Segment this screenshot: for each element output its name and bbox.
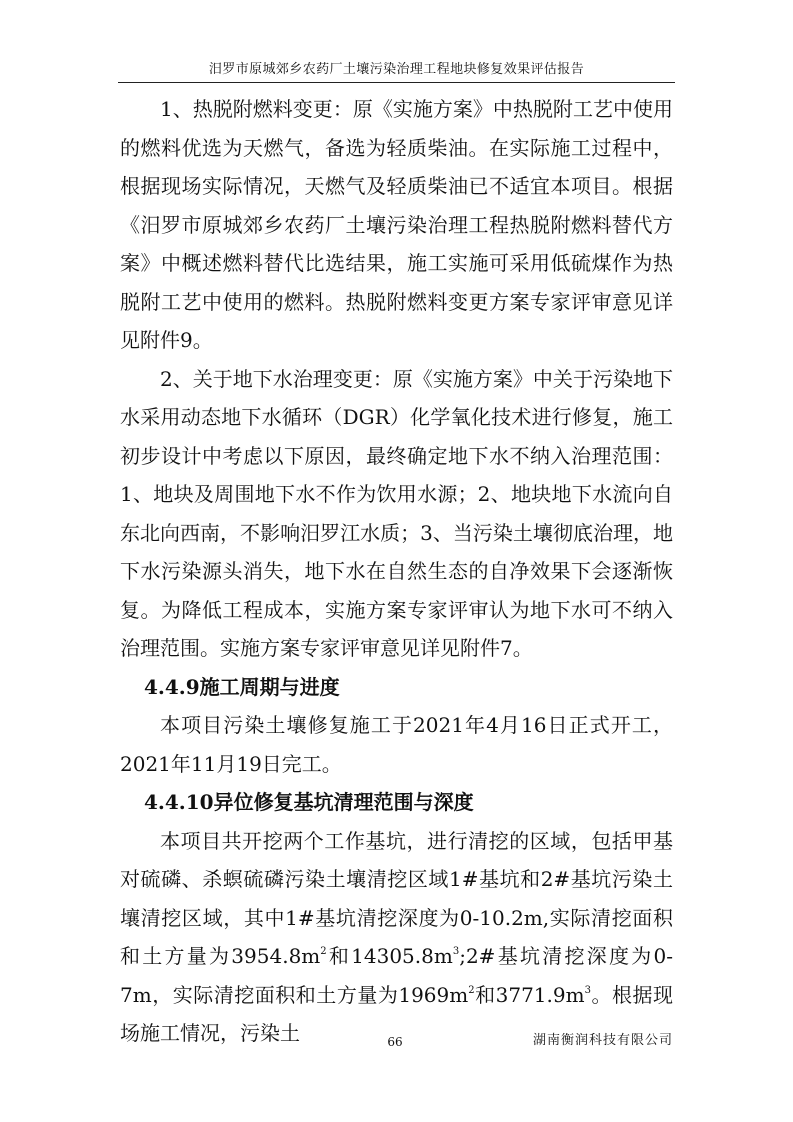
paragraph-schedule: 本项目污染土壤修复施工于2021年4月16日正式开工，2021年11月19日完工。 [120, 713, 673, 776]
superscript-volume: 3 [452, 946, 460, 957]
footer-company-name: 湖南衡润科技有限公司 [532, 1033, 673, 1048]
superscript-area: 2 [320, 946, 327, 957]
paragraph-excavation [120, 822, 673, 1053]
excavation-text-part1: 本项目共开挖两个工作基坑，进行清挖的区域，包括甲基对硫磷、杀螟硫磷污染土壤清挖区域1#基坑和2#基坑污染土壤清挖区域，其中1#基坑清挖深度为0-10.2m,实际清挖面积和土方量为3954.8m [120, 828, 673, 968]
page-header: 汨罗市原城郊乡农药厂土壤污染治理工程地块修复效果评估报告 [208, 62, 585, 77]
section-heading-excavation: 4.4.10异位修复基坑清理范围与深度 [144, 790, 474, 814]
superscript-volume: 3 [584, 984, 591, 996]
page-number: 66 [387, 1035, 403, 1049]
excavation-text-part4: 和3771.9m [474, 982, 585, 1007]
excavation-text-part5: 。根据现场施工情况，污染土 [120, 982, 674, 1045]
header-rule [118, 82, 675, 83]
section-heading-schedule: 4.4.9施工周期与进度 [144, 674, 340, 699]
paragraph-fuel-change: 1、热脱附燃料变更：原《实施方案》中热脱附工艺中使用的燃料优选为天燃气，备选为轻质柴油。在实际施工过程中，根据现场实际情况，天燃气及轻质柴油已不适宜本项目。根据《汨罗市原城郊乡农药厂土壤污染治理工程热脱附燃料替代方案》中概述燃料替代比选结果，施工实施可采用低硫煤作为热脱附工艺中使用的燃料。热脱附燃料变更方案专家评审意见详见附件9。 [120, 97, 673, 352]
paragraph-groundwater-change: 2、关于地下水治理变更：原《实施方案》中关于污染地下水采用动态地下水循环（DGR）化学氧化技术进行修复，施工初步设计中考虑以下原因，最终确定地下水不纳入治理范围：1、地块及周围地下水不作为饮用水源；2、地块地下水流向自东北向西南，不影响汨罗江水质；3、当污染土壤彻底治理，地下水污染源头消失，地下水在自然生态的自净效果下会逐渐恢复。为降低工程成本，实施方案专家评审认为地下水可不纳入治理范围。实施方案专家评审意见详见附件7。 [120, 366, 673, 660]
excavation-text-part3: ;2#基坑清挖深度为0-7m，实际清挖面积和土方量为1969m [120, 944, 674, 1007]
superscript-area: 2 [468, 984, 475, 996]
excavation-text-part2: 和14305.8m [326, 944, 453, 968]
document-body [120, 90, 673, 1053]
